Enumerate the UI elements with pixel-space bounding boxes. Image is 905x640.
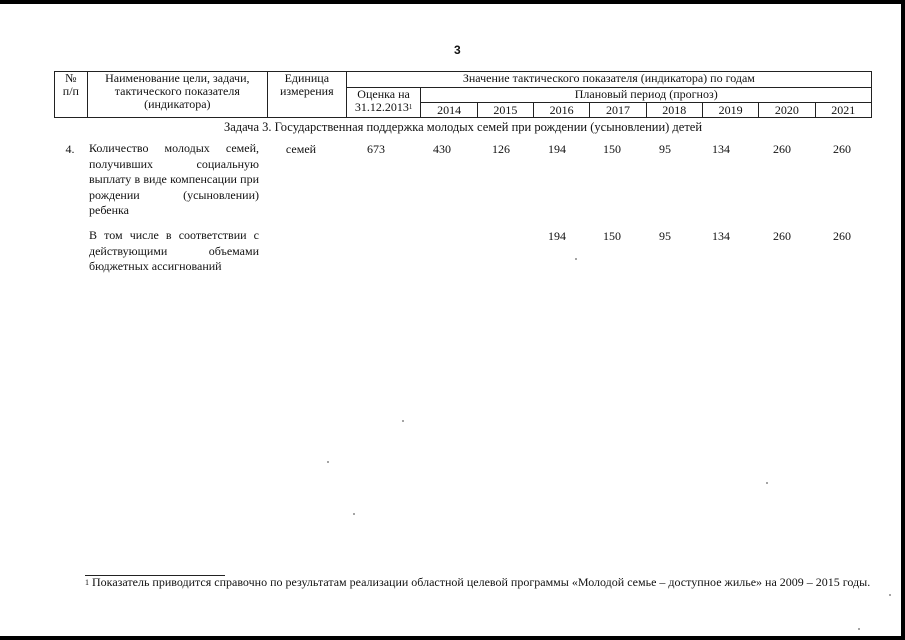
page-number: 3: [454, 43, 461, 57]
col-header-year: 2020: [759, 103, 815, 118]
footnote: [36, 574, 881, 591]
col-header-year: 2016: [534, 103, 590, 118]
value-2016: 194: [548, 142, 566, 156]
value-2018: 95: [659, 229, 671, 243]
footnote-mark: 1: [85, 578, 89, 587]
col-header-year: 2021: [815, 103, 871, 118]
value-2017: 150: [603, 142, 621, 156]
col-header-year: 2015: [477, 103, 533, 118]
col-header-year: 2018: [646, 103, 702, 118]
col-header-year: 2019: [702, 103, 758, 118]
col-header-estimate: Оценка на 31.12.2013$^1$: [346, 88, 421, 118]
indicator-subrow-name: В том числе в соответствии с действующими объемами бюджетных ассигнований: [89, 228, 259, 273]
col-header-unit: Единица измерения: [267, 72, 346, 118]
value-2019: 134: [712, 229, 730, 243]
scan-speck: [766, 482, 768, 484]
col-header-year: 2014: [421, 103, 477, 118]
scan-speck: [353, 513, 355, 515]
task-title: Задача 3. Государственная поддержка молодых семей при рождении (усыновлении) детей: [223, 120, 703, 134]
scan-speck: [327, 461, 329, 463]
value-2015: 126: [492, 142, 510, 156]
col-header-number: № п/п: [55, 72, 88, 118]
scan-speck: [575, 258, 577, 260]
col-header-planned-period: Плановый период (прогноз): [421, 88, 872, 103]
scan-speck: [858, 628, 860, 630]
value-2021: 260: [833, 142, 851, 156]
scan-speck: [889, 594, 891, 596]
col-header-year: 2017: [590, 103, 646, 118]
value-2019: 134: [712, 142, 730, 156]
indicator-table-header: [54, 71, 872, 118]
scan-speck: [402, 420, 404, 422]
value-2014: 430: [433, 142, 451, 156]
footnote-mark: 1: [408, 103, 413, 111]
value-2020: 260: [773, 142, 791, 156]
footnote-text: Показатель приводится справочно по результатам реализации областной целевой программы «Молодой семье – доступное жилье» на 2009 – 2015 годы.: [92, 575, 871, 589]
scan-border-top: [0, 0, 905, 4]
value-2016: 194: [548, 229, 566, 243]
col-header-values-title: Значение тактического показателя (индикатора) по годам: [346, 72, 871, 88]
value-2021: 260: [833, 229, 851, 243]
value-2017: 150: [603, 229, 621, 243]
indicator-name: Количество молодых семей, получивших социальную выплату в виде компенсации при рождении (усыновлении) ребенка: [89, 141, 259, 217]
scan-border-bottom: [0, 636, 905, 640]
value-2020: 260: [773, 229, 791, 243]
value-estimate: 673: [367, 142, 385, 156]
value-2018: 95: [659, 142, 671, 156]
row-number: 4.: [65, 142, 75, 156]
scan-border-right: [901, 0, 905, 640]
col-header-name: Наименование цели, задачи, тактического показателя (индикатора): [87, 72, 267, 118]
indicator-unit: семей: [285, 142, 317, 156]
